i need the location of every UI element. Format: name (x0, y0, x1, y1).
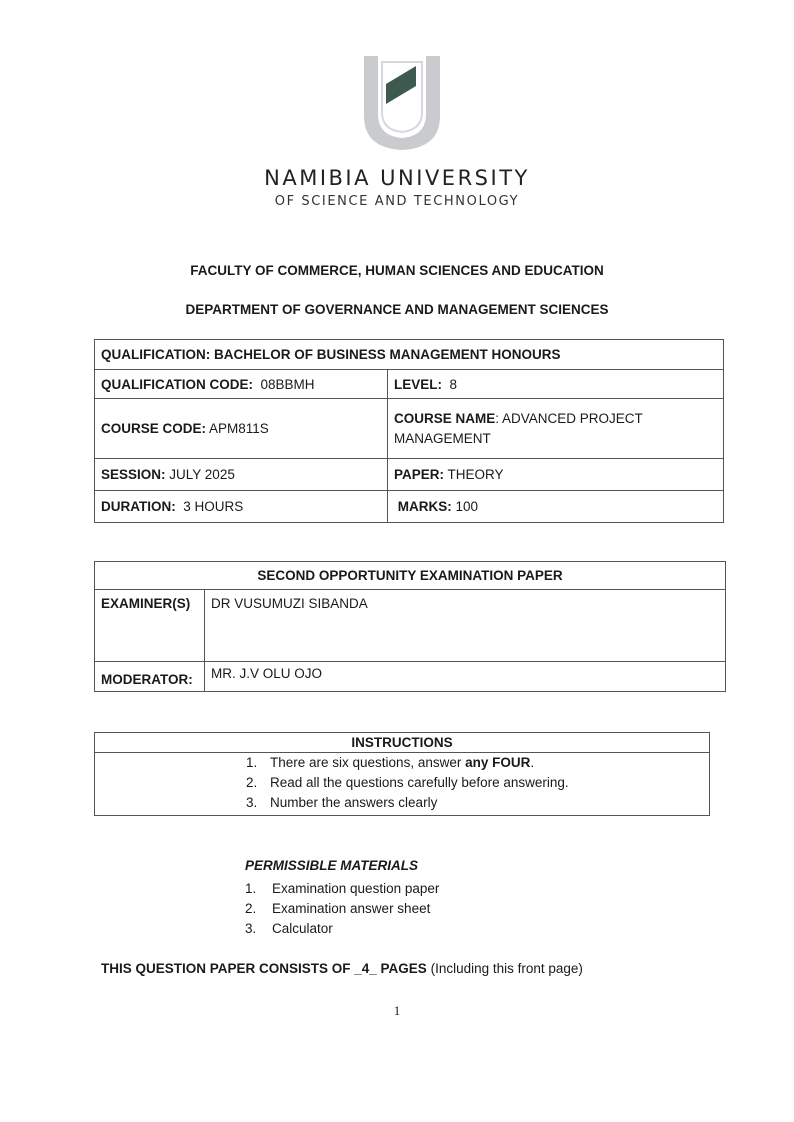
institution-name: NAMIBIA UNIVERSITY (264, 166, 530, 190)
page-number: 1 (393, 1003, 401, 1018)
item-text: There are six questions, answer (270, 755, 466, 770)
permissible-item (245, 919, 439, 939)
permissible-title: PERMISSIBLE MATERIALS (245, 858, 419, 873)
level-label: LEVEL: (394, 376, 443, 392)
instructions-table (94, 732, 710, 816)
item-number: 1. (245, 881, 257, 896)
item-text: Number the answers clearly (270, 795, 438, 810)
permissible-item (245, 879, 439, 899)
session-value: JULY 2025 (169, 467, 235, 482)
course-code-value: APM811S (209, 421, 269, 436)
moderator-label: MODERATOR: (95, 662, 205, 692)
institution-subtitle: OF SCIENCE AND TECHNOLOGY (274, 194, 520, 209)
paper-cell (388, 459, 724, 491)
session-label: SESSION: (101, 467, 166, 482)
course-name-cell (388, 399, 724, 459)
item-number: 2. (245, 901, 257, 916)
page-count-bold: THIS QUESTION PAPER CONSISTS OF _4_ PAGES (101, 961, 427, 976)
item-number: 3. (246, 795, 258, 810)
course-details-table (94, 339, 724, 523)
duration-value: 3 HOURS (183, 499, 244, 514)
marks-label: MARKS: (397, 499, 452, 514)
level-cell (388, 370, 724, 399)
instruction-item (246, 753, 703, 773)
instructions-list (246, 753, 703, 813)
instruction-item (246, 793, 703, 813)
department-heading: DEPARTMENT OF GOVERNANCE AND MANAGEMENT SCIENCES (185, 302, 609, 317)
qualification-label: QUALIFICATION: (101, 347, 211, 362)
examiner-label: EXAMINER(S) (95, 590, 205, 662)
item-text: Read all the questions carefully before answering. (270, 775, 569, 790)
page-count-note (101, 961, 583, 976)
item-number: 3. (245, 921, 257, 936)
course-code-label: COURSE CODE: (101, 421, 207, 436)
qualification-code-cell (95, 370, 388, 399)
permissible-materials (245, 858, 439, 939)
item-tail: . (530, 755, 535, 770)
item-number: 1. (246, 755, 258, 770)
instructions-list-cell (95, 753, 710, 816)
instruction-item (246, 773, 703, 793)
faculty-heading: FACULTY OF COMMERCE, HUMAN SCIENCES AND EDUCATION (190, 263, 604, 278)
page-count-normal: (Including this front page) (426, 961, 583, 976)
paper-value: THEORY (447, 467, 504, 482)
permissible-list (245, 879, 439, 939)
paper-label: PAPER: (394, 467, 445, 482)
item-number: 2. (246, 775, 258, 790)
moderator-value: MR. J.V OLU OJO (205, 662, 726, 692)
qualification-cell (95, 340, 724, 370)
course-name-label: COURSE NAME (394, 410, 496, 426)
duration-label: DURATION: (101, 499, 176, 514)
exam-title: SECOND OPPORTUNITY EXAMINATION PAPER (95, 562, 726, 590)
level-value: 8 (449, 376, 458, 392)
instructions-title: INSTRUCTIONS (95, 733, 710, 753)
course-name-value: : ADVANCED PROJECT MANAGEMENT (394, 410, 643, 446)
item-text: Calculator (272, 921, 333, 936)
examiners-table (94, 561, 726, 692)
qualification-value: BACHELOR OF BUSINESS MANAGEMENT HONOURS (214, 347, 561, 362)
item-text: Examination answer sheet (272, 901, 431, 916)
session-cell (95, 459, 388, 491)
examiner-value: DR VUSUMUZI SIBANDA (205, 590, 726, 662)
course-code-cell (95, 399, 388, 459)
permissible-item (245, 899, 439, 919)
duration-cell (95, 491, 388, 523)
qualification-code-value: 08BBMH (260, 376, 315, 392)
item-bold: any FOUR (465, 755, 531, 770)
marks-value: 100 (455, 499, 479, 514)
qualification-code-label: QUALIFICATION CODE: (101, 376, 253, 392)
item-text: Examination question paper (272, 881, 440, 896)
university-logo (356, 52, 448, 152)
marks-cell (388, 491, 724, 523)
